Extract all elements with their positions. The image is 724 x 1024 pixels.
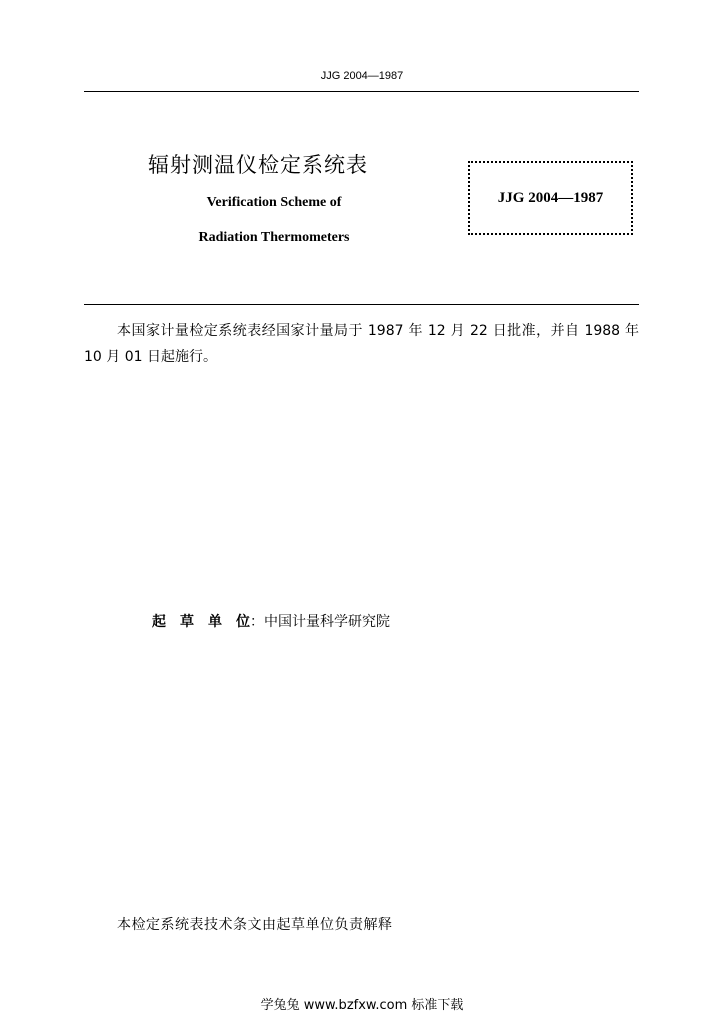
- drafting-unit-colon: ：: [250, 614, 264, 630]
- header-rule: [84, 91, 639, 92]
- drafting-unit-line: [152, 611, 390, 631]
- drafting-unit-label: 起草单: [152, 614, 236, 630]
- interpretation-note: 本检定系统表技术条文由起草单位负责解释: [117, 917, 393, 933]
- title-section-rule: [84, 304, 639, 305]
- standard-code-box-text: JJG 2004—1987: [497, 189, 604, 206]
- page-title-english-line2: Radiation Thermometers: [198, 230, 350, 245]
- drafting-unit-label-last-char: 位: [236, 614, 250, 630]
- header-standard-code: JJG 2004—1987: [320, 70, 404, 82]
- drafting-unit-value: 中国计量科学研究院: [264, 614, 390, 630]
- footer-download-note: 学兔兔 www.bzfxw.com 标准下载: [260, 998, 464, 1013]
- page-title-chinese: 辐射测温仪检定系统表: [148, 153, 368, 177]
- approval-paragraph: 本国家计量检定系统表经国家计量局于 1987 年 12 月 22 日批准，并自 1988 年 10 月 01 日起施行。: [84, 323, 639, 365]
- page-title-english-line1: Verification Scheme of: [206, 195, 342, 210]
- standard-code-box: [468, 161, 633, 235]
